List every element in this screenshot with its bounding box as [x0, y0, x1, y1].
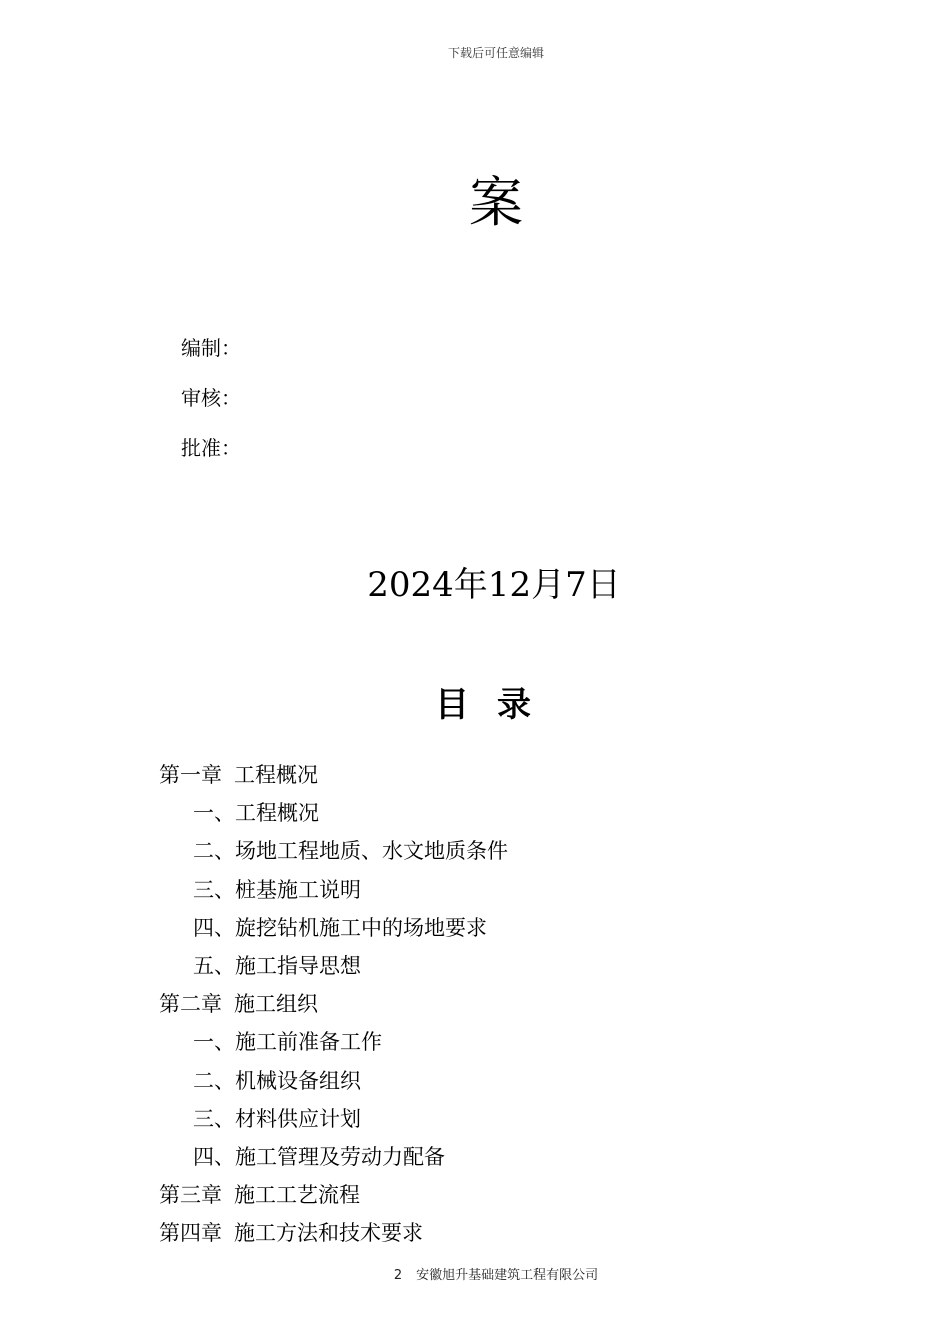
toc-section[interactable]: 一、工程概况 [193, 801, 319, 826]
toc-section[interactable]: 一、施工前准备工作 [193, 1030, 382, 1055]
page-number: 2 [393, 1268, 403, 1283]
toc-chapter-text: 施工方法和技术要求 [234, 1221, 423, 1246]
toc-section[interactable]: 二、场地工程地质、水文地质条件 [193, 839, 508, 864]
toc-chapter-number: 第四章 [159, 1221, 222, 1246]
document-date: 2024年12月7日 [367, 565, 621, 605]
signoff-approved-label: 批准： [181, 436, 241, 460]
toc-chapter-1[interactable] [159, 756, 508, 794]
toc-chapter-number: 第一章 [159, 763, 222, 787]
cover-title-char: 案 [469, 171, 523, 234]
toc-chapter-text: 施工工艺流程 [234, 1183, 360, 1208]
page-footer [0, 1264, 950, 1283]
toc-section[interactable]: 二、机械设备组织 [193, 1068, 361, 1093]
toc-title: 目录 [435, 685, 559, 725]
signoff-block [181, 334, 241, 484]
toc-section[interactable]: 三、材料供应计划 [193, 1106, 361, 1131]
toc-chapter-number: 第二章 [159, 992, 222, 1017]
toc-chapter-4[interactable] [159, 1214, 508, 1252]
toc-list [159, 756, 508, 1252]
toc-section[interactable]: 四、旋挖钻机施工中的场地要求 [193, 915, 487, 940]
toc-chapter-number: 第三章 [159, 1183, 222, 1208]
toc-chapter-3[interactable] [159, 1176, 508, 1214]
signoff-compiled-label: 编制： [181, 336, 241, 360]
toc-chapter-text: 施工组织 [234, 992, 318, 1017]
toc-chapter-2[interactable] [159, 985, 508, 1023]
header-note: 下载后可任意编辑 [447, 46, 544, 60]
footer-company: 安徽旭升基础建筑工程有限公司 [416, 1268, 599, 1283]
signoff-reviewed-label: 审核： [181, 386, 241, 410]
toc-chapter-text: 工程概况 [234, 763, 318, 787]
toc-section[interactable]: 四、施工管理及劳动力配备 [193, 1144, 445, 1169]
toc-section[interactable]: 三、桩基施工说明 [193, 877, 361, 902]
toc-section[interactable]: 五、施工指导思想 [193, 953, 361, 978]
